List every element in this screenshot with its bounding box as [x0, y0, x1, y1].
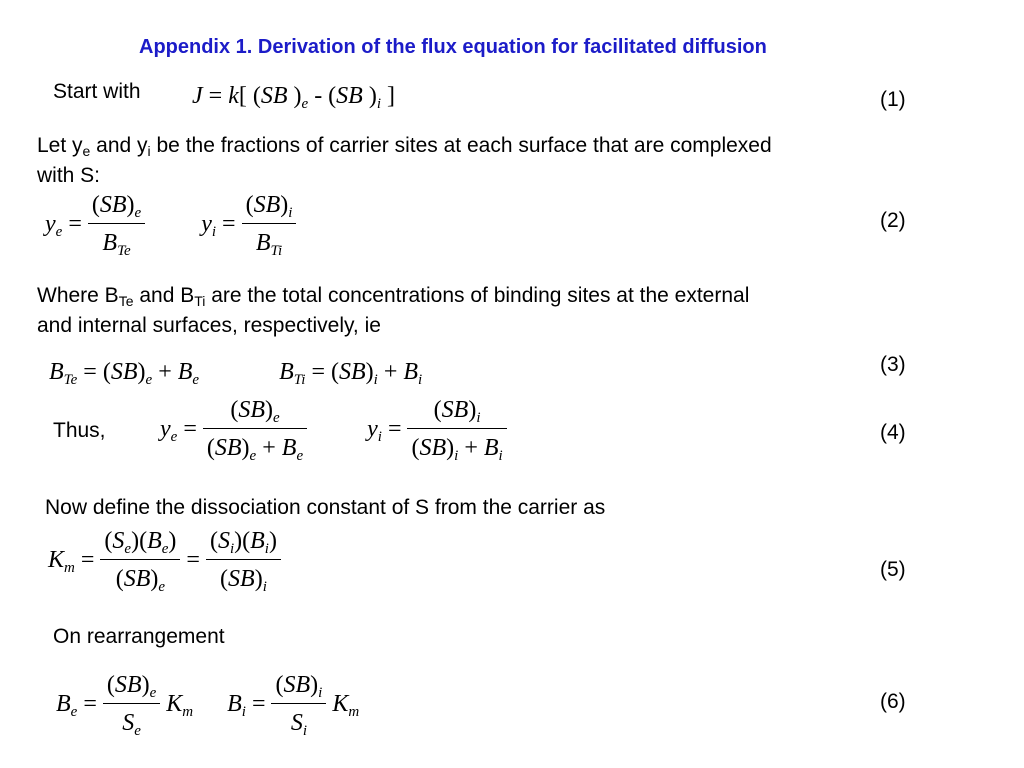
equation-5: $K_m$ = $\frac{(S_e)(B_e)}{(SB)_e}$ = $\frac{(S_i)(B_i)}{(SB)_i}$: [48, 529, 281, 591]
paragraph-dissociation: Now define the dissociation constant of S from the carrier as: [45, 496, 606, 519]
paragraph-fractions: [37, 131, 772, 191]
subscript: e: [82, 143, 91, 159]
equation-number-1: (1): [880, 88, 906, 111]
equation-1: J = k[ (SB )$_e - (SB$ )$_i$ ]: [192, 83, 396, 112]
subscript: Ti: [194, 293, 206, 309]
equation-2: $y_e$ = $\frac{(SB)_e}{B_{Te}}$ $y_i$ = $\frac{(SB)_i}{B_{Ti}}$: [45, 193, 296, 255]
equation-6: $B_e$ = $\frac{(SB)_e}{S_e}$ $K_m$ $B_i$ = $\frac{(SB)_i}{S_i}$ $K_m$: [56, 672, 360, 739]
text-fragment: Where B: [37, 284, 119, 307]
subscript: Te: [118, 293, 134, 309]
page-title: Appendix 1. Derivation of the flux equation for facilitated diffusion: [139, 36, 767, 58]
equation-number-6: (6): [880, 690, 906, 713]
text-fragment: with S:: [37, 164, 101, 187]
start-with-label: Start with: [53, 80, 141, 103]
thus-label: Thus,: [53, 419, 106, 442]
text-fragment: and B: [133, 284, 195, 307]
text-fragment: Let y: [37, 134, 83, 157]
text-fragment: and internal surfaces, respectively, ie: [37, 314, 381, 337]
subscript: i: [147, 143, 151, 159]
equation-number-4: (4): [880, 421, 906, 444]
equation-number-2: (2): [880, 209, 906, 232]
equation-number-3: (3): [880, 353, 906, 376]
equation-3: $B_{Te} = (SB)_e + B_e$ $B_{Ti} = (SB)_i + B_i$: [49, 359, 423, 388]
text-fragment: are the total concentrations of binding sites at the external: [205, 284, 750, 307]
equation-number-5: (5): [880, 558, 906, 581]
text-fragment: be the fractions of carrier sites at each surface that are complexed: [150, 134, 772, 157]
rearrangement-label: On rearrangement: [53, 625, 225, 648]
paragraph-binding-sites: [37, 281, 749, 341]
text-fragment: and y: [90, 134, 148, 157]
equation-4: $y_e$ = $\frac{(SB)_e}{(SB)_e + B_e}$ $y_i$ = $\frac{(SB)_i}{(SB)_i + B_i}$: [160, 398, 507, 460]
